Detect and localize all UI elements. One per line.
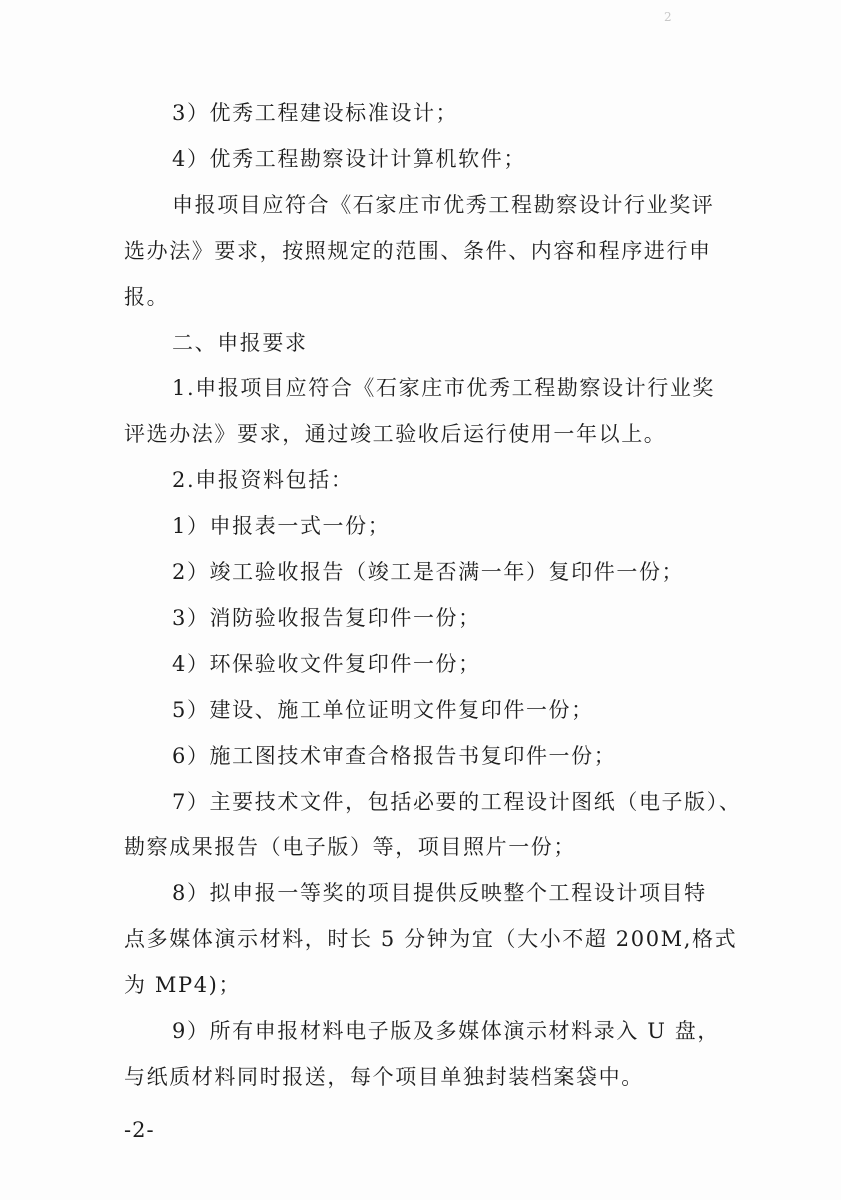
text-line: 4）优秀工程勘察设计计算机软件；	[172, 146, 526, 171]
list-item: 6）施工图技术审查合格报告书复印件一份；	[172, 743, 617, 768]
corner-mark: 2	[664, 10, 672, 24]
text-line: 报。	[124, 284, 170, 309]
section-heading: 二、申报要求	[172, 330, 308, 355]
list-item: 1）申报表一式一份；	[172, 514, 391, 539]
text-line: 申报项目应符合《石家庄市优秀工程勘察设计行业奖评	[172, 192, 715, 217]
text-line: 1.申报项目应符合《石家庄市优秀工程勘察设计行业奖	[172, 376, 716, 401]
list-item: 7）主要技术文件，包括必要的工程设计图纸（电子版）、	[172, 789, 742, 814]
page-number: -2-	[124, 1118, 155, 1142]
list-item: 8）拟申报一等奖的项目提供反映整个工程设计项目特	[172, 881, 707, 906]
text-line: 评选办法》要求，通过竣工验收后运行使用一年以上。	[124, 422, 667, 447]
text-line: 与纸质材料同时报送，每个项目单独封装档案袋中。	[124, 1064, 644, 1089]
text-line: 3）优秀工程建设标准设计；	[172, 101, 459, 125]
list-item: 2）竣工验收报告（竣工是否满一年）复印件一份；	[172, 560, 685, 584]
list-item: 4）环保验收文件复印件一份；	[172, 651, 481, 676]
list-item: 3）消防验收报告复印件一份；	[172, 605, 481, 630]
list-item: 9）所有申报材料电子版及多媒体演示材料录入 U 盘，	[172, 1019, 721, 1043]
text-line: 选办法》要求，按照规定的范围、条件、内容和程序进行申	[124, 238, 712, 263]
text-line: 2.申报资料包括：	[172, 468, 354, 493]
text-line: 勘察成果报告（电子版）等，项目照片一份；	[124, 835, 576, 860]
text-line: 为 MP4)；	[124, 973, 242, 998]
text-line: 点多媒体演示材料，时长 5 分钟为宜（大小不超 200M,格式	[124, 927, 738, 952]
list-item: 5）建设、施工单位证明文件复印件一份；	[172, 697, 594, 722]
